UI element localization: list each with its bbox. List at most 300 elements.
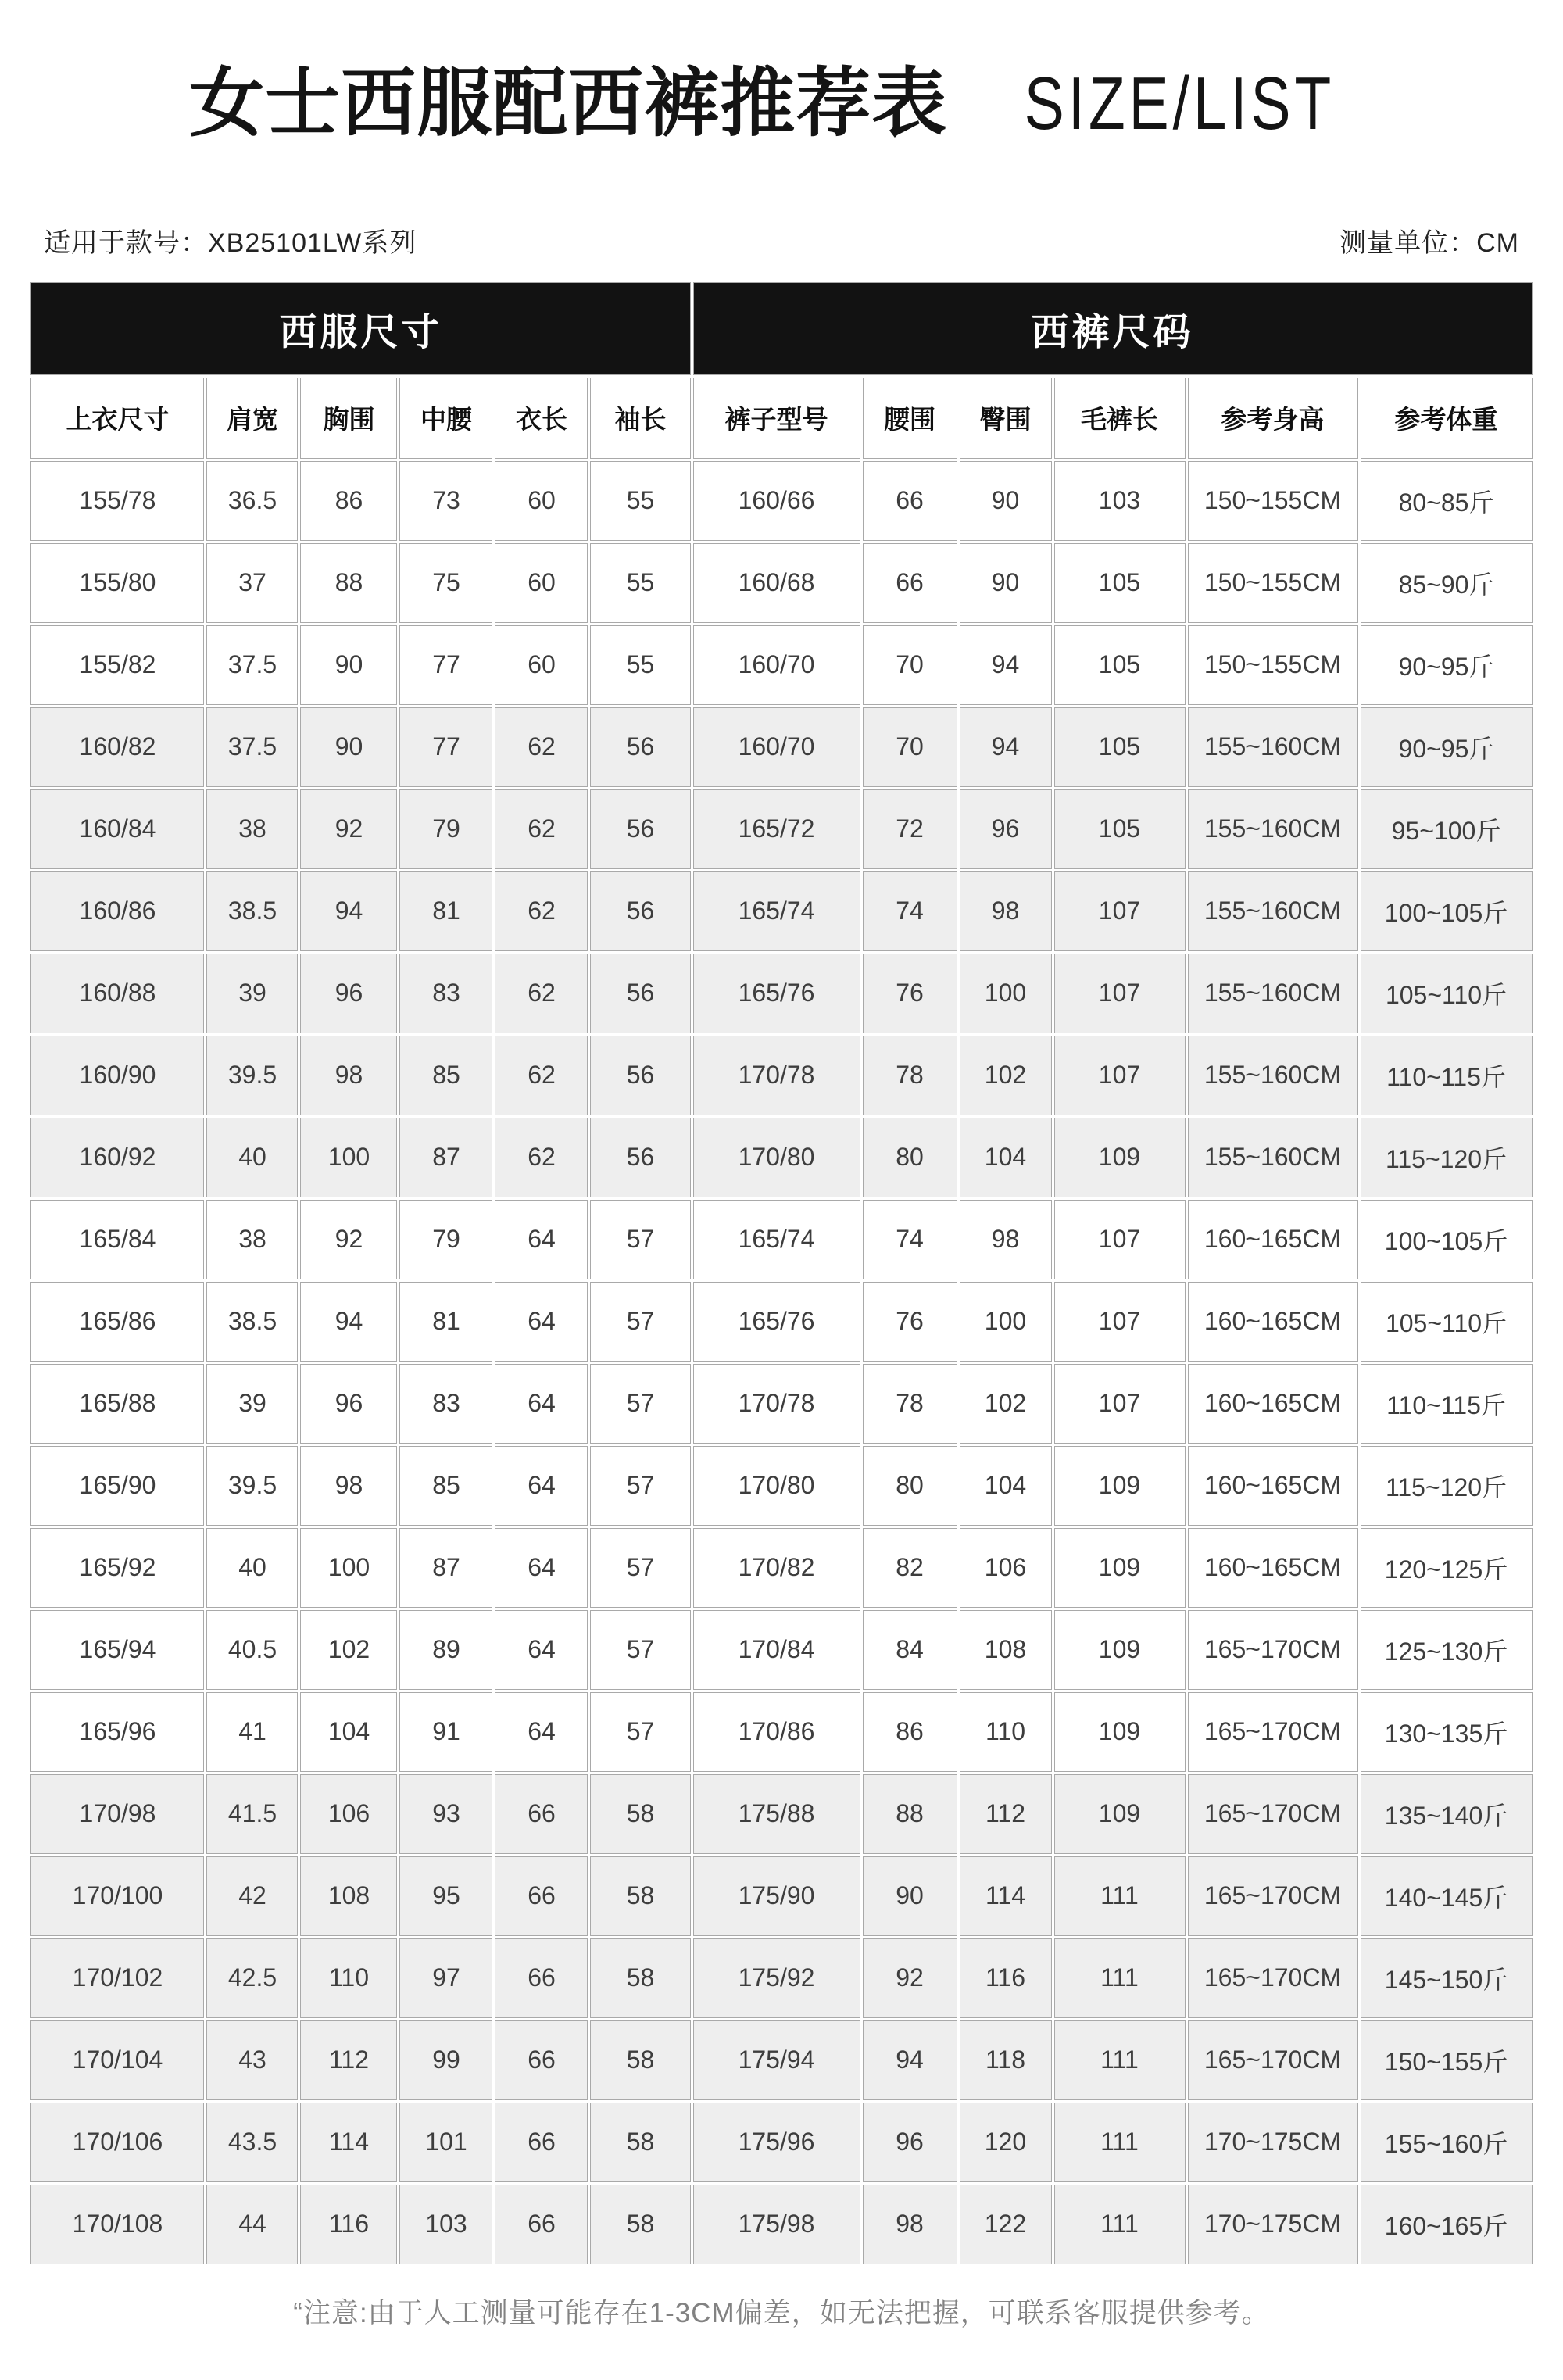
table-cell: 111 — [1054, 1938, 1186, 2018]
table-cell: 160/70 — [693, 707, 860, 787]
table-cell: 100 — [960, 954, 1052, 1033]
table-cell: 40 — [206, 1528, 298, 1608]
table-cell: 66 — [495, 1856, 588, 1936]
table-cell: 94 — [300, 871, 397, 951]
table-cell: 90 — [300, 625, 397, 705]
table-cell: 57 — [590, 1200, 690, 1279]
table-cell: 100 — [300, 1118, 397, 1197]
table-row — [30, 461, 1532, 541]
table-row — [30, 1200, 1532, 1279]
table-row — [30, 625, 1532, 705]
table-cell: 170/100 — [30, 1856, 204, 1936]
table-cell: 43 — [206, 2020, 298, 2100]
table-cell: 58 — [590, 1774, 690, 1854]
table-cell: 96 — [863, 2103, 957, 2182]
table-cell: 96 — [300, 1364, 397, 1444]
table-cell: 102 — [960, 1364, 1052, 1444]
table-cell: 165~170CM — [1188, 1692, 1358, 1772]
table-cell: 96 — [300, 954, 397, 1033]
group-header-pants: 西裤尺码 — [693, 282, 1533, 375]
table-cell: 95 — [399, 1856, 492, 1936]
table-cell: 160~165CM — [1188, 1364, 1358, 1444]
table-cell: 165/84 — [30, 1200, 204, 1279]
column-header: 臀围 — [960, 378, 1052, 459]
table-cell: 88 — [863, 1774, 957, 1854]
table-cell: 83 — [399, 954, 492, 1033]
table-cell: 175/98 — [693, 2185, 860, 2264]
table-cell: 160~165CM — [1188, 1282, 1358, 1362]
column-header: 毛裤长 — [1054, 378, 1186, 459]
table-cell: 170/80 — [693, 1118, 860, 1197]
table-cell: 97 — [399, 1938, 492, 2018]
table-cell: 165/74 — [693, 871, 860, 951]
table-cell: 155/78 — [30, 461, 204, 541]
table-cell: 57 — [590, 1692, 690, 1772]
table-cell: 98 — [300, 1446, 397, 1526]
table-cell: 80 — [863, 1446, 957, 1526]
table-cell: 76 — [863, 954, 957, 1033]
table-cell: 165~170CM — [1188, 2020, 1358, 2100]
table-cell: 107 — [1054, 1282, 1186, 1362]
table-cell: 165/74 — [693, 1200, 860, 1279]
table-cell: 107 — [1054, 954, 1186, 1033]
table-row — [30, 1036, 1532, 1115]
table-cell: 73 — [399, 461, 492, 541]
table-cell: 106 — [960, 1528, 1052, 1608]
column-header: 胸围 — [300, 378, 397, 459]
column-header: 腰围 — [863, 378, 957, 459]
table-cell: 96 — [960, 789, 1052, 869]
meta-row — [44, 221, 1519, 259]
table-cell: 57 — [590, 1446, 690, 1526]
table-cell: 160/92 — [30, 1118, 204, 1197]
page-title-en: SIZE/LIST — [1024, 62, 1336, 145]
table-row — [30, 1446, 1532, 1526]
column-header: 肩宽 — [206, 378, 298, 459]
table-cell: 38 — [206, 789, 298, 869]
column-header: 上衣尺寸 — [30, 378, 204, 459]
table-row — [30, 1118, 1532, 1197]
table-cell: 84 — [863, 1610, 957, 1690]
table-cell: 111 — [1054, 2020, 1186, 2100]
table-cell: 160/68 — [693, 543, 860, 623]
table-cell: 56 — [590, 1036, 690, 1115]
table-cell: 62 — [495, 954, 588, 1033]
table-cell: 155~160CM — [1188, 954, 1358, 1033]
table-cell: 60 — [495, 543, 588, 623]
table-cell: 90 — [960, 543, 1052, 623]
table-cell: 37.5 — [206, 707, 298, 787]
table-cell: 66 — [495, 2020, 588, 2100]
table-cell: 37.5 — [206, 625, 298, 705]
table-cell: 89 — [399, 1610, 492, 1690]
table-cell: 94 — [960, 707, 1052, 787]
table-cell: 170/106 — [30, 2103, 204, 2182]
table-cell: 86 — [300, 461, 397, 541]
table-row — [30, 1364, 1532, 1444]
column-header: 裤子型号 — [693, 378, 860, 459]
table-cell: 165/76 — [693, 954, 860, 1033]
table-cell: 92 — [863, 1938, 957, 2018]
table-cell: 79 — [399, 789, 492, 869]
table-cell: 170/102 — [30, 1938, 204, 2018]
table-cell: 56 — [590, 789, 690, 869]
table-cell: 81 — [399, 1282, 492, 1362]
table-cell: 170/82 — [693, 1528, 860, 1608]
table-cell: 160~165CM — [1188, 1446, 1358, 1526]
table-cell: 140~145斤 — [1361, 1856, 1533, 1936]
table-cell: 100 — [300, 1528, 397, 1608]
table-cell: 109 — [1054, 1774, 1186, 1854]
unit-note: 测量单位：CM — [1339, 227, 1519, 258]
table-cell: 42 — [206, 1856, 298, 1936]
table-cell: 165/94 — [30, 1610, 204, 1690]
table-cell: 108 — [300, 1856, 397, 1936]
table-cell: 77 — [399, 625, 492, 705]
table-cell: 145~150斤 — [1361, 1938, 1533, 2018]
table-cell: 87 — [399, 1528, 492, 1608]
table-cell: 60 — [495, 625, 588, 705]
table-cell: 62 — [495, 871, 588, 951]
table-cell: 74 — [863, 871, 957, 951]
table-cell: 86 — [863, 1692, 957, 1772]
table-row — [30, 707, 1532, 787]
table-cell: 170/80 — [693, 1446, 860, 1526]
table-cell: 109 — [1054, 1610, 1186, 1690]
size-table — [28, 280, 1534, 2267]
table-cell: 111 — [1054, 2103, 1186, 2182]
table-cell: 103 — [399, 2185, 492, 2264]
table-cell: 55 — [590, 461, 690, 541]
table-row — [30, 871, 1532, 951]
table-cell: 56 — [590, 1118, 690, 1197]
table-cell: 155~160CM — [1188, 789, 1358, 869]
table-cell: 72 — [863, 789, 957, 869]
table-cell: 122 — [960, 2185, 1052, 2264]
table-cell: 90 — [960, 461, 1052, 541]
table-cell: 104 — [300, 1692, 397, 1772]
table-cell: 150~155CM — [1188, 461, 1358, 541]
table-cell: 57 — [590, 1528, 690, 1608]
table-cell: 102 — [960, 1036, 1052, 1115]
table-cell: 64 — [495, 1200, 588, 1279]
table-cell: 109 — [1054, 1528, 1186, 1608]
table-cell: 56 — [590, 707, 690, 787]
table-cell: 58 — [590, 2185, 690, 2264]
table-cell: 90 — [300, 707, 397, 787]
table-cell: 87 — [399, 1118, 492, 1197]
table-cell: 93 — [399, 1774, 492, 1854]
table-cell: 109 — [1054, 1446, 1186, 1526]
table-row — [30, 789, 1532, 869]
table-cell: 160/70 — [693, 625, 860, 705]
table-cell: 170/108 — [30, 2185, 204, 2264]
table-cell: 105~110斤 — [1361, 954, 1533, 1033]
table-cell: 160~165CM — [1188, 1528, 1358, 1608]
table-cell: 85 — [399, 1036, 492, 1115]
table-cell: 66 — [863, 461, 957, 541]
table-cell: 57 — [590, 1282, 690, 1362]
table-cell: 175/90 — [693, 1856, 860, 1936]
table-cell: 75 — [399, 543, 492, 623]
column-header-row — [30, 378, 1532, 459]
table-cell: 92 — [300, 1200, 397, 1279]
table-cell: 105~110斤 — [1361, 1282, 1533, 1362]
table-cell: 109 — [1054, 1118, 1186, 1197]
table-cell: 40.5 — [206, 1610, 298, 1690]
table-cell: 43.5 — [206, 2103, 298, 2182]
table-cell: 118 — [960, 2020, 1052, 2100]
table-cell: 111 — [1054, 1856, 1186, 1936]
table-cell: 39.5 — [206, 1036, 298, 1115]
table-cell: 64 — [495, 1446, 588, 1526]
table-cell: 39.5 — [206, 1446, 298, 1526]
table-cell: 78 — [863, 1364, 957, 1444]
table-cell: 114 — [300, 2103, 397, 2182]
table-cell: 106 — [300, 1774, 397, 1854]
table-cell: 130~135斤 — [1361, 1692, 1533, 1772]
table-row — [30, 1282, 1532, 1362]
table-cell: 98 — [960, 1200, 1052, 1279]
table-cell: 155~160CM — [1188, 871, 1358, 951]
table-cell: 64 — [495, 1282, 588, 1362]
table-cell: 170~175CM — [1188, 2103, 1358, 2182]
table-cell: 115~120斤 — [1361, 1118, 1533, 1197]
table-cell: 98 — [960, 871, 1052, 951]
table-cell: 135~140斤 — [1361, 1774, 1533, 1854]
table-cell: 155/80 — [30, 543, 204, 623]
group-header-row — [30, 282, 1532, 375]
table-cell: 44 — [206, 2185, 298, 2264]
column-header: 衣长 — [495, 378, 588, 459]
table-cell: 110~115斤 — [1361, 1036, 1533, 1115]
table-cell: 90 — [863, 1856, 957, 1936]
table-cell: 175/96 — [693, 2103, 860, 2182]
table-cell: 55 — [590, 625, 690, 705]
table-cell: 160/66 — [693, 461, 860, 541]
table-row — [30, 1692, 1532, 1772]
table-cell: 83 — [399, 1364, 492, 1444]
column-header: 袖长 — [590, 378, 690, 459]
table-cell: 58 — [590, 1856, 690, 1936]
group-header-suit: 西服尺寸 — [30, 282, 690, 375]
table-cell: 39 — [206, 1364, 298, 1444]
column-header: 参考身高 — [1188, 378, 1358, 459]
column-header: 中腰 — [399, 378, 492, 459]
table-cell: 99 — [399, 2020, 492, 2100]
table-cell: 64 — [495, 1528, 588, 1608]
table-cell: 41 — [206, 1692, 298, 1772]
table-cell: 105 — [1054, 707, 1186, 787]
table-cell: 107 — [1054, 1200, 1186, 1279]
table-cell: 62 — [495, 1036, 588, 1115]
table-cell: 103 — [1054, 461, 1186, 541]
table-cell: 116 — [960, 1938, 1052, 2018]
table-cell: 155~160斤 — [1361, 2103, 1533, 2182]
table-cell: 66 — [495, 1938, 588, 2018]
table-cell: 160/86 — [30, 871, 204, 951]
page-title — [0, 56, 1563, 152]
table-cell: 85 — [399, 1446, 492, 1526]
table-cell: 78 — [863, 1036, 957, 1115]
table-cell: 98 — [300, 1036, 397, 1115]
table-cell: 94 — [300, 1282, 397, 1362]
table-cell: 66 — [495, 2185, 588, 2264]
table-cell: 114 — [960, 1856, 1052, 1936]
table-cell: 56 — [590, 954, 690, 1033]
table-cell: 100~105斤 — [1361, 1200, 1533, 1279]
table-cell: 58 — [590, 2103, 690, 2182]
table-row — [30, 954, 1532, 1033]
table-cell: 170/86 — [693, 1692, 860, 1772]
table-cell: 40 — [206, 1118, 298, 1197]
table-cell: 150~155CM — [1188, 625, 1358, 705]
table-cell: 57 — [590, 1610, 690, 1690]
table-cell: 170/98 — [30, 1774, 204, 1854]
table-cell: 82 — [863, 1528, 957, 1608]
table-cell: 112 — [300, 2020, 397, 2100]
table-cell: 109 — [1054, 1692, 1186, 1772]
table-cell: 90~95斤 — [1361, 707, 1533, 787]
table-cell: 88 — [300, 543, 397, 623]
table-cell: 74 — [863, 1200, 957, 1279]
table-cell: 39 — [206, 954, 298, 1033]
table-cell: 70 — [863, 707, 957, 787]
table-cell: 107 — [1054, 1036, 1186, 1115]
table-cell: 101 — [399, 2103, 492, 2182]
table-cell: 155~160CM — [1188, 1036, 1358, 1115]
table-row — [30, 2020, 1532, 2100]
table-cell: 160~165斤 — [1361, 2185, 1533, 2264]
table-cell: 160/82 — [30, 707, 204, 787]
column-header: 参考体重 — [1361, 378, 1533, 459]
table-cell: 165/92 — [30, 1528, 204, 1608]
table-row — [30, 2185, 1532, 2264]
table-row — [30, 1774, 1532, 1854]
table-cell: 160~165CM — [1188, 1200, 1358, 1279]
table-cell: 55 — [590, 543, 690, 623]
table-cell: 160/84 — [30, 789, 204, 869]
table-row — [30, 1938, 1532, 2018]
table-cell: 80~85斤 — [1361, 461, 1533, 541]
table-cell: 56 — [590, 871, 690, 951]
table-cell: 36.5 — [206, 461, 298, 541]
table-cell: 94 — [960, 625, 1052, 705]
table-cell: 175/88 — [693, 1774, 860, 1854]
table-cell: 38.5 — [206, 1282, 298, 1362]
table-cell: 107 — [1054, 871, 1186, 951]
table-cell: 165~170CM — [1188, 1610, 1358, 1690]
table-cell: 170/78 — [693, 1036, 860, 1115]
table-cell: 58 — [590, 2020, 690, 2100]
table-cell: 170/84 — [693, 1610, 860, 1690]
table-cell: 94 — [863, 2020, 957, 2100]
table-cell: 64 — [495, 1692, 588, 1772]
table-cell: 165/96 — [30, 1692, 204, 1772]
table-cell: 170~175CM — [1188, 2185, 1358, 2264]
table-cell: 102 — [300, 1610, 397, 1690]
table-cell: 100~105斤 — [1361, 871, 1533, 951]
table-cell: 155~160CM — [1188, 707, 1358, 787]
table-cell: 150~155CM — [1188, 543, 1358, 623]
table-cell: 90~95斤 — [1361, 625, 1533, 705]
table-cell: 108 — [960, 1610, 1052, 1690]
table-cell: 105 — [1054, 625, 1186, 705]
table-cell: 58 — [590, 1938, 690, 2018]
table-cell: 64 — [495, 1610, 588, 1690]
table-cell: 165/88 — [30, 1364, 204, 1444]
table-cell: 116 — [300, 2185, 397, 2264]
model-note: 适用于款号：XB25101LW系列 — [44, 227, 417, 258]
table-cell: 120 — [960, 2103, 1052, 2182]
table-cell: 100 — [960, 1282, 1052, 1362]
table-cell: 85~90斤 — [1361, 543, 1533, 623]
table-cell: 70 — [863, 625, 957, 705]
table-cell: 62 — [495, 1118, 588, 1197]
table-cell: 76 — [863, 1282, 957, 1362]
table-cell: 165/76 — [693, 1282, 860, 1362]
table-cell: 92 — [300, 789, 397, 869]
page-title-zh: 女士西服配西裤推荐表 — [189, 62, 948, 145]
table-cell: 105 — [1054, 789, 1186, 869]
table-cell: 66 — [863, 543, 957, 623]
table-cell: 79 — [399, 1200, 492, 1279]
table-cell: 112 — [960, 1774, 1052, 1854]
table-cell: 165~170CM — [1188, 1774, 1358, 1854]
table-cell: 98 — [863, 2185, 957, 2264]
table-cell: 160/90 — [30, 1036, 204, 1115]
table-cell: 110 — [300, 1938, 397, 2018]
table-cell: 175/94 — [693, 2020, 860, 2100]
table-cell: 105 — [1054, 543, 1186, 623]
table-cell: 120~125斤 — [1361, 1528, 1533, 1608]
table-cell: 165/90 — [30, 1446, 204, 1526]
table-cell: 175/92 — [693, 1938, 860, 2018]
table-cell: 41.5 — [206, 1774, 298, 1854]
table-cell: 66 — [495, 2103, 588, 2182]
table-cell: 77 — [399, 707, 492, 787]
table-cell: 155/82 — [30, 625, 204, 705]
table-cell: 66 — [495, 1774, 588, 1854]
table-cell: 37 — [206, 543, 298, 623]
table-cell: 107 — [1054, 1364, 1186, 1444]
table-cell: 111 — [1054, 2185, 1186, 2264]
table-cell: 60 — [495, 461, 588, 541]
table-cell: 165/72 — [693, 789, 860, 869]
table-cell: 155~160CM — [1188, 1118, 1358, 1197]
table-cell: 110~115斤 — [1361, 1364, 1533, 1444]
table-cell: 170/104 — [30, 2020, 204, 2100]
table-cell: 165~170CM — [1188, 1938, 1358, 2018]
table-cell: 57 — [590, 1364, 690, 1444]
table-cell: 150~155斤 — [1361, 2020, 1533, 2100]
table-row — [30, 1610, 1532, 1690]
table-cell: 104 — [960, 1446, 1052, 1526]
table-row — [30, 1856, 1532, 1936]
table-cell: 64 — [495, 1364, 588, 1444]
table-cell: 125~130斤 — [1361, 1610, 1533, 1690]
table-cell: 38 — [206, 1200, 298, 1279]
table-cell: 165/86 — [30, 1282, 204, 1362]
table-cell: 91 — [399, 1692, 492, 1772]
table-cell: 80 — [863, 1118, 957, 1197]
table-cell: 115~120斤 — [1361, 1446, 1533, 1526]
footer-note: “注意:由于人工测量可能存在1-3CM偏差，如无法把握，可联系客服提供参考。 — [293, 2297, 1270, 2328]
table-cell: 38.5 — [206, 871, 298, 951]
table-row — [30, 543, 1532, 623]
table-cell: 62 — [495, 789, 588, 869]
table-row — [30, 1528, 1532, 1608]
